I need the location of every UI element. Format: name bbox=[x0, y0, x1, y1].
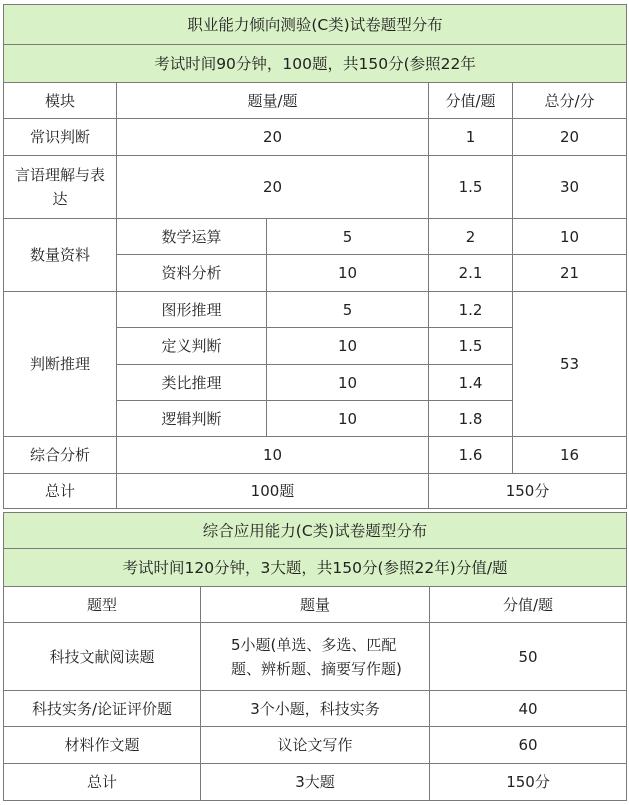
submodule-cell: 资料分析 bbox=[117, 255, 267, 292]
score-cell: 2.1 bbox=[429, 255, 513, 292]
submodule-cell: 类比推理 bbox=[117, 365, 267, 401]
table-xingce-distribution bbox=[3, 4, 627, 509]
score-cell: 1.5 bbox=[429, 328, 513, 365]
score-cell: 60 bbox=[430, 727, 627, 764]
table-subtitle: 考试时间120分钟，3大题，共150分(参照22年)分值/题 bbox=[4, 549, 627, 587]
submodule-cell: 图形推理 bbox=[117, 292, 267, 328]
total-cell: 20 bbox=[513, 119, 627, 156]
total-cell: 10 bbox=[513, 219, 627, 255]
total-cell: 30 bbox=[513, 156, 627, 219]
count-cell: 3大题 bbox=[201, 764, 430, 801]
count-cell: 5小题(单选、多选、匹配题、辨析题、摘要写作题) bbox=[201, 623, 430, 691]
count-cell: 议论文写作 bbox=[201, 727, 430, 764]
score-cell: 1 bbox=[429, 119, 513, 156]
score-cell: 1.4 bbox=[429, 365, 513, 401]
module-cell: 综合分析 bbox=[4, 437, 117, 474]
submodule-cell: 数学运算 bbox=[117, 219, 267, 255]
table-row bbox=[4, 292, 627, 328]
total-cell: 53 bbox=[513, 292, 627, 437]
table-row bbox=[4, 119, 627, 156]
score-cell: 2 bbox=[429, 219, 513, 255]
table-row bbox=[4, 623, 627, 691]
score-cell: 1.5 bbox=[429, 156, 513, 219]
header-row bbox=[4, 83, 627, 119]
type-cell: 总计 bbox=[4, 764, 201, 801]
header-row bbox=[4, 587, 627, 623]
score-cell: 40 bbox=[430, 691, 627, 727]
table-title: 综合应用能力(C类)试卷题型分布 bbox=[4, 513, 627, 549]
module-cell: 判断推理 bbox=[4, 292, 117, 437]
table-row bbox=[4, 691, 627, 727]
count-cell: 5 bbox=[267, 219, 429, 255]
count-cell: 10 bbox=[267, 401, 429, 437]
header-module: 模块 bbox=[4, 83, 117, 119]
count-cell: 20 bbox=[117, 156, 429, 219]
score-cell: 150分 bbox=[430, 764, 627, 801]
total-cell: 21 bbox=[513, 255, 627, 292]
header-total: 总分/分 bbox=[513, 83, 627, 119]
module-cell: 言语理解与表达 bbox=[4, 156, 117, 219]
table-total-row bbox=[4, 764, 627, 801]
count-cell: 10 bbox=[267, 255, 429, 292]
count-cell: 100题 bbox=[117, 474, 429, 509]
count-cell: 10 bbox=[117, 437, 429, 474]
count-cell: 20 bbox=[117, 119, 429, 156]
table-subtitle: 考试时间90分钟，100题，共150分(参照22年 bbox=[4, 45, 627, 83]
table-zongying-distribution bbox=[3, 512, 627, 801]
header-score: 分值/题 bbox=[429, 83, 513, 119]
header-count: 题量 bbox=[201, 587, 430, 623]
type-cell: 科技实务/论证评价题 bbox=[4, 691, 201, 727]
module-cell: 数量资料 bbox=[4, 219, 117, 292]
table-subtitle-row bbox=[4, 45, 627, 83]
submodule-cell: 逻辑判断 bbox=[117, 401, 267, 437]
table-row bbox=[4, 727, 627, 764]
table-row bbox=[4, 156, 627, 219]
type-cell: 材料作文题 bbox=[4, 727, 201, 764]
count-cell: 10 bbox=[267, 365, 429, 401]
header-count: 题量/题 bbox=[117, 83, 429, 119]
count-cell: 3个小题，科技实务 bbox=[201, 691, 430, 727]
header-score: 分值/题 bbox=[430, 587, 627, 623]
table-title-row bbox=[4, 5, 627, 45]
table-subtitle-row bbox=[4, 549, 627, 587]
score-cell: 1.6 bbox=[429, 437, 513, 474]
table-row bbox=[4, 219, 627, 255]
module-cell: 总计 bbox=[4, 474, 117, 509]
table-row bbox=[4, 437, 627, 474]
score-cell: 1.2 bbox=[429, 292, 513, 328]
count-cell: 10 bbox=[267, 328, 429, 365]
score-cell: 50 bbox=[430, 623, 627, 691]
table-title-row bbox=[4, 513, 627, 549]
table-total-row bbox=[4, 474, 627, 509]
count-cell: 5 bbox=[267, 292, 429, 328]
table-title: 职业能力倾向测验(C类)试卷题型分布 bbox=[4, 5, 627, 45]
score-cell: 1.8 bbox=[429, 401, 513, 437]
total-cell: 16 bbox=[513, 437, 627, 474]
header-type: 题型 bbox=[4, 587, 201, 623]
total-cell: 150分 bbox=[429, 474, 627, 509]
type-cell: 科技文献阅读题 bbox=[4, 623, 201, 691]
module-cell: 常识判断 bbox=[4, 119, 117, 156]
submodule-cell: 定义判断 bbox=[117, 328, 267, 365]
